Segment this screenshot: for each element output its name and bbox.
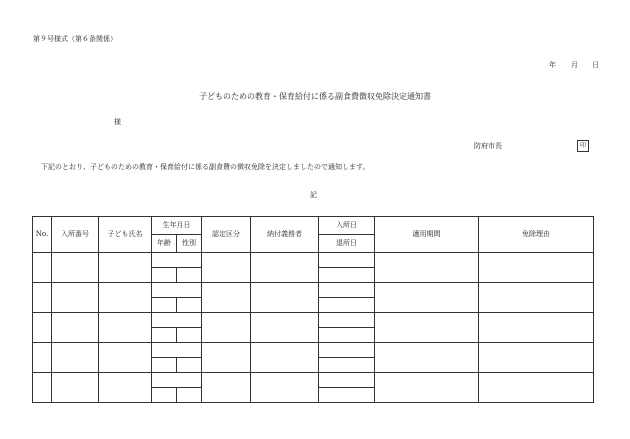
- cell-child-name[interactable]: [99, 343, 152, 373]
- cell-payer[interactable]: [251, 283, 319, 313]
- header-payer: 納付義務者: [251, 217, 319, 253]
- cell-exit-date[interactable]: [319, 358, 375, 373]
- header-birth-date: 生年月日: [152, 217, 202, 235]
- table-row: [33, 283, 594, 298]
- cell-certification[interactable]: [202, 313, 251, 343]
- cell-payer[interactable]: [251, 313, 319, 343]
- cell-child-name[interactable]: [99, 373, 152, 403]
- cell-entry-date[interactable]: [319, 373, 375, 388]
- cell-entry-date[interactable]: [319, 313, 375, 328]
- cell-no[interactable]: [33, 373, 52, 403]
- cell-exit-date[interactable]: [319, 268, 375, 283]
- header-sex: 性別: [177, 235, 202, 253]
- cell-sex[interactable]: [177, 298, 202, 313]
- cell-no[interactable]: [33, 343, 52, 373]
- table-row: [33, 373, 594, 388]
- cell-birth-date[interactable]: [152, 253, 202, 268]
- cell-no[interactable]: [33, 283, 52, 313]
- header-certification: 認定区分: [202, 217, 251, 253]
- cell-age[interactable]: [152, 298, 177, 313]
- header-child-name: 子ども氏名: [99, 217, 152, 253]
- cell-age[interactable]: [152, 358, 177, 373]
- form-number: 第９号様式（第６条関係）: [33, 35, 117, 43]
- date-year: 年: [549, 61, 556, 69]
- cell-age[interactable]: [152, 268, 177, 283]
- cell-child-name[interactable]: [99, 283, 152, 313]
- date-day: 日: [592, 61, 599, 69]
- cell-reason[interactable]: [479, 343, 594, 373]
- cell-certification[interactable]: [202, 283, 251, 313]
- table-row: [33, 343, 594, 358]
- seal-stamp: 印: [577, 140, 589, 152]
- header-admission-number: 入所番号: [52, 217, 99, 253]
- table-row: [33, 313, 594, 328]
- header-age: 年齢: [152, 235, 177, 253]
- table-row: [33, 253, 594, 268]
- cell-sex[interactable]: [177, 328, 202, 343]
- cell-entry-date[interactable]: [319, 343, 375, 358]
- date-month: 月: [571, 61, 578, 69]
- cell-exit-date[interactable]: [319, 328, 375, 343]
- cell-sex[interactable]: [177, 268, 202, 283]
- cell-exit-date[interactable]: [319, 388, 375, 403]
- cell-period[interactable]: [375, 343, 479, 373]
- cell-admission-number[interactable]: [52, 373, 99, 403]
- header-no: No.: [33, 217, 52, 253]
- cell-child-name[interactable]: [99, 313, 152, 343]
- cell-no[interactable]: [33, 253, 52, 283]
- cell-entry-date[interactable]: [319, 253, 375, 268]
- cell-admission-number[interactable]: [52, 343, 99, 373]
- cell-payer[interactable]: [251, 373, 319, 403]
- cell-birth-date[interactable]: [152, 343, 202, 358]
- cell-birth-date[interactable]: [152, 373, 202, 388]
- issuer: 防府市長: [474, 142, 502, 150]
- cell-period[interactable]: [375, 283, 479, 313]
- header-exit-date: 退所日: [319, 235, 375, 253]
- cell-exit-date[interactable]: [319, 298, 375, 313]
- cell-reason[interactable]: [479, 313, 594, 343]
- cell-certification[interactable]: [202, 253, 251, 283]
- cell-certification[interactable]: [202, 373, 251, 403]
- cell-admission-number[interactable]: [52, 313, 99, 343]
- header-period: 適用期間: [375, 217, 479, 253]
- cell-payer[interactable]: [251, 253, 319, 283]
- header-entry-date: 入所日: [319, 217, 375, 235]
- cell-no[interactable]: [33, 313, 52, 343]
- date-line: [531, 61, 599, 70]
- cell-reason[interactable]: [479, 373, 594, 403]
- cell-admission-number[interactable]: [52, 283, 99, 313]
- cell-sex[interactable]: [177, 388, 202, 403]
- cell-reason[interactable]: [479, 283, 594, 313]
- cell-birth-date[interactable]: [152, 283, 202, 298]
- cell-reason[interactable]: [479, 253, 594, 283]
- cell-age[interactable]: [152, 328, 177, 343]
- cell-age[interactable]: [152, 388, 177, 403]
- cell-period[interactable]: [375, 313, 479, 343]
- cell-certification[interactable]: [202, 343, 251, 373]
- cell-payer[interactable]: [251, 343, 319, 373]
- cell-child-name[interactable]: [99, 253, 152, 283]
- cell-sex[interactable]: [177, 358, 202, 373]
- cell-admission-number[interactable]: [52, 253, 99, 283]
- cell-period[interactable]: [375, 253, 479, 283]
- cell-entry-date[interactable]: [319, 283, 375, 298]
- header-reason: 免除理由: [479, 217, 594, 253]
- cell-birth-date[interactable]: [152, 313, 202, 328]
- ki-marker: 記: [310, 191, 317, 199]
- body-text: 下記のとおり、子どものための教育・保育給付に係る副食費の徴収免除を決定しましたので通知します。: [41, 163, 370, 171]
- document-title: 子どものための教育・保育給付に係る副食費徴収免除決定通知書: [199, 92, 431, 101]
- cell-period[interactable]: [375, 373, 479, 403]
- exemption-table: [32, 216, 594, 403]
- addressee-suffix: 様: [114, 118, 121, 126]
